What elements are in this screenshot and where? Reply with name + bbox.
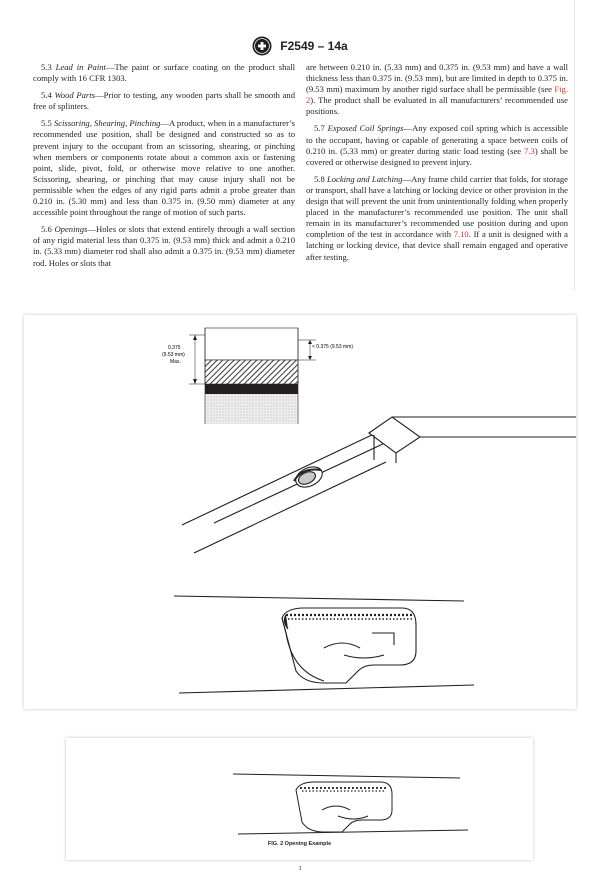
section-7-10-link[interactable]: 7.10: [453, 229, 469, 240]
right-column: [306, 62, 568, 269]
thickness-label-line1: 0.375: [168, 345, 181, 351]
section-5-6: 5.6 Openings—Holes or slots that extend entirely through a wall section of any rigid material less than 0.375 in. (9.53 mm) thick and admit a 0.210 in. (5.33 mm) diameter rod shall also admit a 0.375 in. (9.53 mm) diameter rod. Holes or slots that: [33, 224, 295, 268]
slot-latch-drawing: [174, 596, 474, 693]
section-5-6-continued: are between 0.210 in. (5.33 mm) and 0.375 in. (9.53 mm) and have a wall thickness less than 0.375 in. (9.53 mm), but are limited in depth to 0.375 in. (9.53 mm) maximum by another rigid surface shall be permissible (see Fig. 2). The product shall be evaluated in all manufacturers’ recommended use positions.: [306, 62, 568, 117]
fig-2-link[interactable]: Fig. 2: [306, 84, 568, 106]
figure-caption: FIG. 2 Opening Example: [267, 841, 332, 847]
opening-example-drawing: [24, 315, 576, 709]
figure-panel: [24, 315, 576, 709]
page-number: 3: [298, 866, 302, 872]
section-5-3: 5.3 Lead in Paint—The paint or surface coating on the product shall comply with 16 CFR 1303.: [33, 62, 295, 84]
section-5-8: 5.8 Locking and Latching—Any frame child carrier that folds, for storage or transport, shall have a latching or locking device or other provision in the design that will prevent the unit from unintentionally folding when properly placed in the manufacturer’s recommended use position. The unit shall remain in its manufacturer’s recommended use position during and upon completion of the test in accordance with 7.10. If a unit is designed with a latching or locking device, that device shall remain engaged and operative after testing.: [306, 173, 568, 262]
section-7-3-link[interactable]: 7.3: [524, 145, 535, 156]
document-id: F2549 – 14a: [280, 39, 348, 53]
left-column: [33, 62, 295, 275]
section-5-4: 5.4 Wood Parts—Prior to testing, any wooden parts shall be smooth and free of splinters.: [33, 90, 295, 112]
figure-caption-panel: [66, 738, 533, 860]
thickness-label-line3: Max.: [170, 359, 181, 365]
depth-label: < 0.375 (9.53 mm): [312, 344, 353, 350]
section-5-5: 5.5 Scissoring, Shearing, Pinching—A product, when in a manufacturer’s recommended use position, shall be designed and constructed so as to prevent injury to the occupant from an scissoring, shearing, or pinching when members or components rotate about a common axis or fastening point, slide, pivot, fold, or otherwise move relative to one another. Scissoring, shearing, or pinching that may cause injury shall not be permissible when the edges of any rigid parts admit a probe greater than 0.210 in. (5.30 mm) and less than 0.375 in. (9.50 mm) diameter at any accessible point throughout the range of motion of such parts.: [33, 118, 295, 218]
tube-with-hole-drawing: [182, 417, 576, 553]
section-5-7: 5.7 Exposed Coil Springs—Any exposed coil spring which is accessible to the occupant, having or capable of generating a space between coils of 0.210 in. (5.33 mm) or greater during static load testing (see 7.3) shall be covered or otherwise designed to prevent injury.: [306, 123, 568, 167]
slot-latch-detail-drawing: [66, 738, 533, 838]
thickness-label-line2: (9.53 mm): [162, 352, 185, 358]
astm-logo-icon: [252, 36, 272, 56]
page-header: [0, 36, 600, 56]
cross-section-detail: [162, 328, 353, 424]
